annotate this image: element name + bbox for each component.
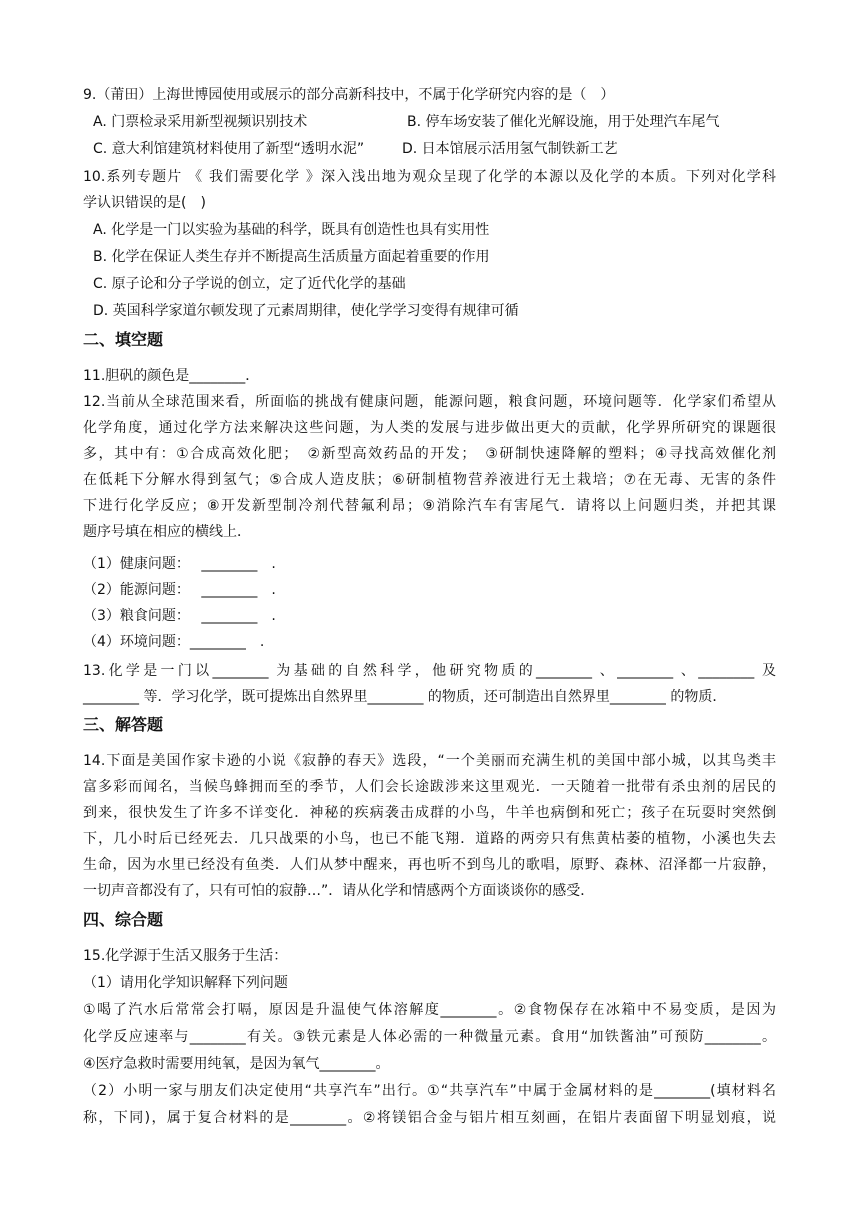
q13-line2: ________ 等．学习化学，既可提炼出自然界里________ 的物质，还可制造出自然界里________ 的物质． [83,689,727,705]
q14-line1: 14.下面是美国作家卡逊的小说《寂静的春天》选段，“一个美丽而充满生机的美国中部小城，以其鸟类丰 [83,753,776,769]
q10-option-b: B. 化学在保证人类生存并不断提高生活质量方面起着重要的作用 [93,249,490,265]
q9-option-c: C. 意大利馆建筑材料使用了新型“透明水泥” [93,141,365,157]
q9-stem: 9.（莆田）上海世博园使用或展示的部分高新科技中，不属于化学研究内容的是（ ） [83,87,615,103]
q12-line5: 下进行化学反应；⑧开发新型制冷剂代替氟利昂；⑨消除汽车有害尾气．请将以上问题归类，并把其课 [83,498,776,514]
q15-part1: （1）请用化学知识解释下列问题 [83,975,288,991]
q12-part1: （1）健康问题： ________ . [83,556,276,572]
q9-option-b: B. 停车场安装了催化光解设施，用于处理汽车尾气 [407,114,720,130]
q10-option-d: D. 英国科学家道尔顿发现了元素周期律，使化学学习变得有规律可循 [93,303,519,319]
q10-option-c: C. 原子论和分子学说的创立，定了近代化学的基础 [93,276,406,292]
q12-line3: 多，其中有：①合成高效化肥； ②新型高效药品的开发； ③研制快速降解的塑料；④寻找高效催化剂 [83,446,776,462]
q12-line1: 12.当前从全球范围来看，所面临的挑战有健康问题，能源问题，粮食问题，环境问题等．化学家们希望从 [83,394,776,410]
section-heading-fill-in: 二、填空题 [83,330,164,349]
q13-line1: 13.化学是一门以________ 为基础的自然科学，他研究物质的________ 、________ 、________ 及 [83,663,776,679]
q14-line5: 生命，因为水里已经没有鱼类．人们从梦中醒来，再也听不到鸟儿的歌唱，原野、森林、沼泽都一片寂静， [83,857,776,873]
q15-line2: 化学反应速率与________有关。③铁元素是人体必需的一种微量元素。食用“加铁酱油”可预防________。 [83,1029,776,1045]
q15-line1: ①喝了汽水后常常会打嗝，原因是升温使气体溶解度________。②食物保存在冰箱中不易变质，是因为 [83,1002,776,1018]
q11: 11.胆矾的颜色是________． [83,368,260,384]
q9-option-a: A. 门票检录采用新型视频识别技术 [93,114,308,130]
q12-line2: 化学角度，通过化学方法来解决这些问题，为人类的发展与进步做出更大的贡献，化学界所研究的课题很 [83,420,776,436]
section-heading-answer: 三、解答题 [83,715,164,734]
q12-part3: （3）粮食问题： ________ . [83,608,276,624]
q10-stem-line1: 10.系列专题片 《 我们需要化学 》深入浅出地为观众呈现了化学的本源以及化学的本质。下列对化学科 [83,169,776,185]
q9-option-d: D. 日本馆展示活用氢气制铁新工艺 [402,141,618,157]
q14-line6: 一切声音都没有了，只有可怕的寂静…”．请从化学和情感两个方面谈谈你的感受． [83,883,595,899]
q14-line2: 富多彩而闻名，当候鸟蜂拥而至的季节，人们会长途跋涉来这里观光．一天随着一批带有杀虫剂的居民的 [83,779,776,795]
q12-part4: （4）环境问题：________ . [83,634,265,650]
q14-line4: 下，几小时后已经死去．几只战栗的小鸟，也已不能飞翔．道路的两旁只有焦黄枯萎的植物，小溪也失去 [83,831,776,847]
section-heading-comprehensive: 四、综合题 [83,910,164,929]
q12-line6: 题序号填在相应的横线上． [83,524,251,540]
q15-line4: （2）小明一家与朋友们决定使用“共享汽车”出行。①“共享汽车”中属于金属材料的是________(填材料名 [83,1083,776,1099]
q14-line3: 到来，很快发生了许多不详变化．神秘的疾病袭击成群的小鸟，牛羊也病倒和死亡；孩子在玩耍时突然倒 [83,805,776,821]
q12-line4: 在低耗下分解水得到氢气；⑤合成人造皮肤；⑥研制植物营养液进行无土栽培；⑦在无毒、无害的条件 [83,472,776,488]
q15-line5: 称，下同)，属于复合材料的是________。②将镁铝合金与铝片相互刻画，在铝片表面留下明显划痕，说 [83,1110,776,1126]
q10-option-a: A. 化学是一门以实验为基础的科学，既具有创造性也具有实用性 [93,222,490,238]
q15-line3: ④医疗急救时需要用纯氧，是因为氧气________。 [83,1056,390,1072]
q15-stem: 15.化学源于生活又服务于生活： [83,948,288,964]
q12-part2: （2）能源问题： ________ . [83,582,276,598]
q10-stem-line2: 学认识错误的是( ) [83,195,206,211]
